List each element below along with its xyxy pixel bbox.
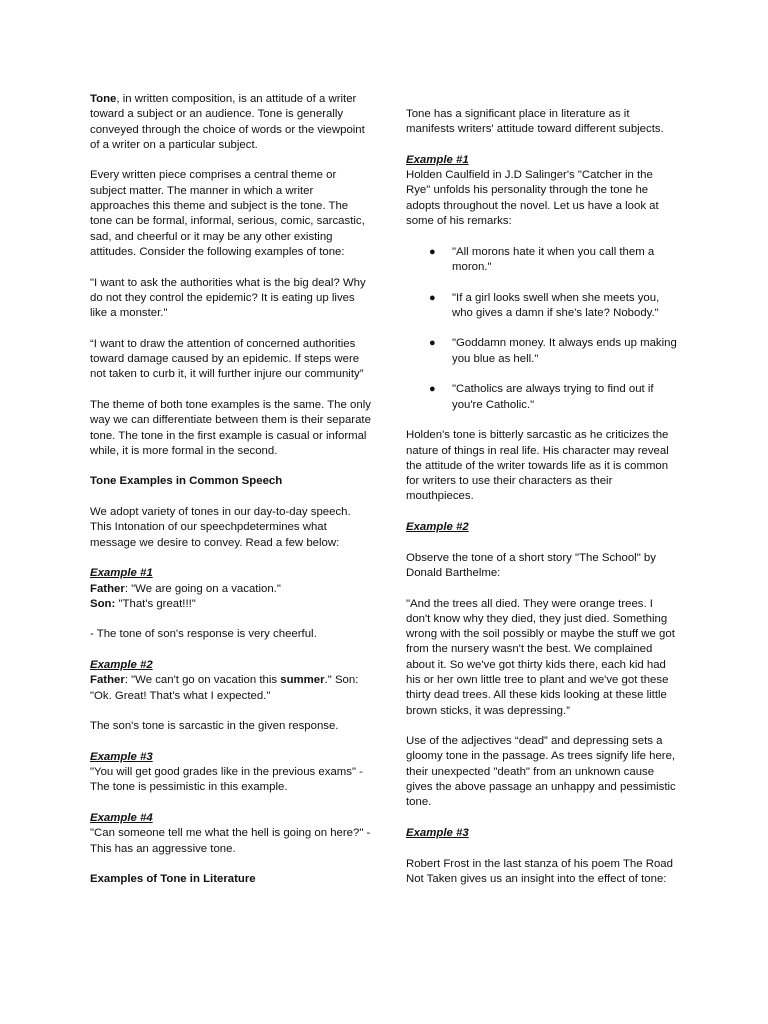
lit-example-2-intro: Observe the tone of a short story "The School" by Donald Barthelme:: [406, 551, 656, 579]
bullet-icon: ●: [429, 291, 436, 304]
father-label: Father: [90, 674, 125, 687]
example-1-father-line: [90, 582, 372, 597]
right-column: [406, 107, 678, 902]
tone-term: Tone: [90, 93, 117, 105]
father-label: Father: [90, 582, 125, 595]
example-1-title: Example #1: [90, 567, 153, 580]
example-3-text: "You will get good grades like in the previous exams" - The tone is pessimistic in this example.: [90, 766, 363, 794]
speech-example-2: [90, 658, 372, 704]
bullet-icon: ●: [429, 383, 436, 396]
the-school-quote: "And the trees all died. They were orange trees. I don't know why they died, they just died. Something wrong with the soil possibly or maybe the stuff we got from the nursery wasn't the best. We complained about it. So we've got thirty kids there, each kid had his or her own little tree to plant and we've got these thirty dead trees. All these kids looking at these little brown sticks, it was depressing.”: [406, 597, 675, 717]
father-text: : "We are going on a vacation.": [124, 582, 281, 595]
holden-remarks-list: [406, 245, 678, 413]
comparison-paragraph: The theme of both tone examples is the same. The only way we can differentiate between them is their separate tone. The tone in the first example is casual or informal while, it is more formal in the second.: [90, 398, 371, 457]
lit-example-3-text: Robert Frost in the last stanza of his poem The Road Not Taken gives us an insight into the effect of tone:: [406, 857, 673, 885]
lit-example-1-text: Holden Caulfield in J.D Salinger's "Catcher in the Rye" unfolds his personality through the tone he adopts throughout the novel. Let us have a look at some of his remarks:: [406, 169, 659, 228]
definition-text: , in written composition, is an attitude of a writer toward a subject or an audience. Tone is generally conveyed through the choice of words or the viewpoint of a writer on a particular subject.: [90, 93, 365, 151]
remark-text: "All morons hate it when you call them a moron.": [452, 245, 655, 273]
example-2-dialogue: [90, 673, 372, 704]
example-1-son-line: [90, 597, 372, 612]
heading-common-speech: Tone Examples in Common Speech: [90, 475, 283, 488]
literature-intro-paragraph: Tone has a significant place in literature as it manifests writers' attitude toward different subjects.: [406, 108, 664, 136]
speech-example-4: [90, 811, 372, 857]
quote-casual: "I want to ask the authorities what is the big deal? Why do not they control the epidemic? It is eating up lives like a monster.": [90, 276, 366, 320]
holden-analysis-paragraph: Holden's tone is bitterly sarcastic as he criticizes the nature of things in real life. His character may reveal the attitude of the writer towards life as it is common for writers to use their characters as their mouthpieces.: [406, 429, 669, 503]
list-item: [406, 245, 678, 276]
heading-literature: Examples of Tone in Literature: [90, 873, 256, 886]
lit-example-1-title: Example #1: [406, 153, 469, 166]
lit-example-3-title: Example #3: [406, 826, 469, 839]
son-text: "That's great!!!": [115, 597, 196, 610]
lit-example-2-title: Example #2: [406, 521, 469, 534]
remark-text: "Catholics are always trying to find out if you're Catholic.": [452, 383, 654, 411]
speech-intro-paragraph: We adopt variety of tones in our day-to-day speech. This Intonation of our speechpdetermines what message we desire to convey. Read a few below:: [90, 506, 351, 549]
quote-formal: “I want to draw the attention of concerned authorities toward damage caused by an epidemic. If steps were not taken to curb it, it will further injure our community”: [90, 337, 364, 381]
remark-text: "Goddamn money. It always ends up making you blue as hell.": [452, 337, 677, 365]
remark-text: "If a girl looks swell when she meets you, who gives a damn if she's late? Nobody.": [452, 291, 660, 319]
example-4-text: "Can someone tell me what the hell is going on here?" -This has an aggressive tone.: [90, 827, 371, 855]
example-1-note: - The tone of son's response is very cheerful.: [90, 628, 317, 641]
summer-word: summer: [280, 674, 325, 687]
literature-example-1: [406, 153, 678, 229]
example-2-title: Example #2: [90, 658, 153, 671]
list-item: [406, 336, 678, 367]
father-text-part1: : "We can't go on vacation this: [124, 674, 281, 687]
speech-example-3: [90, 750, 372, 796]
example-4-title: Example #4: [90, 811, 153, 824]
list-item: [406, 291, 678, 322]
father-text-part2: ." Son: "Ok. Great! That's what I expected.": [90, 674, 359, 702]
bullet-icon: ●: [429, 245, 436, 258]
speech-example-1: [90, 566, 372, 612]
left-column: [90, 92, 372, 903]
son-label: Son:: [90, 597, 116, 610]
bullet-icon: ●: [429, 337, 436, 350]
theme-paragraph: Every written piece comprises a central theme or subject matter. The manner in which a writer approaches this theme and subject is the tone. The tone can be formal, informal, serious, comic, sarcastic, sad, and cheerful or it may be any other existing attitudes. Consider the following examples of tone:: [90, 169, 365, 258]
the-school-analysis: Use of the adjectives “dead” and depressing sets a gloomy tone in the passage. As trees signify life here, their unexpected "death" from an unknown cause gives the above passage an unhappy and pessimistic tone.: [406, 735, 676, 809]
definition-paragraph: [90, 92, 372, 153]
example-3-title: Example #3: [90, 750, 153, 763]
example-2-note: The son's tone is sarcastic in the given response.: [90, 720, 339, 733]
list-item: [406, 382, 678, 413]
